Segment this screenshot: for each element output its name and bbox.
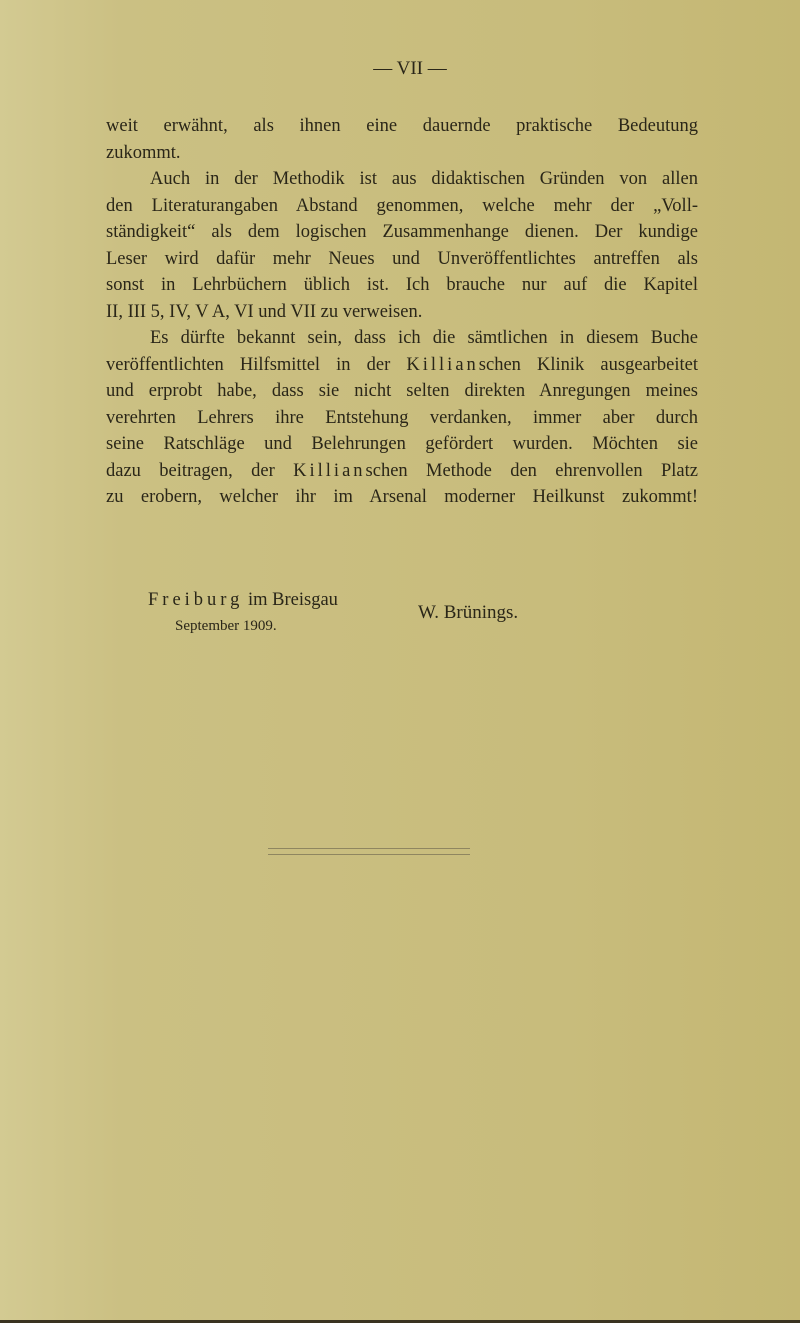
text-line: Auch in der Methodik ist aus didaktischen Gründen von allen — [150, 169, 698, 189]
text-span: dazu beitragen, der — [106, 460, 294, 481]
text-line: Leser wird dafür mehr Neues und Unveröffentlichtes antreffen als — [106, 248, 698, 269]
place-city: Freiburg — [148, 590, 244, 610]
spaced-name: Killian — [293, 460, 366, 481]
text-line: II, III 5, IV, V A, VI und VII zu verweisen. — [106, 301, 423, 322]
body-text — [106, 113, 698, 511]
text-line: seine Ratschläge und Belehrungen gefördert wurden. Möchten sie — [106, 434, 698, 454]
text-line — [106, 458, 698, 485]
text-line: verehrten Lehrers ihre Entstehung verdanken, immer aber durch — [106, 407, 698, 428]
text-line: sonst in Lehrbüchern üblich ist. Ich brauche nur auf die Kapitel — [106, 275, 698, 295]
text-line: und erprobt habe, dass sie nicht selten direkten Anregungen meines — [106, 381, 698, 401]
text-line: zukommt. — [106, 142, 181, 163]
text-line: Es dürfte bekannt sein, dass ich die sämtlichen in diesem Buche — [150, 328, 698, 348]
double-rule-divider — [268, 848, 470, 855]
signature: W. Brünings. — [418, 602, 519, 623]
text-line: ständigkeit“ als dem logischen Zusammenhange dienen. Der kundige — [106, 222, 698, 242]
text-span: schen Klinik ausgearbeitet — [478, 354, 698, 375]
page-number: — VII — — [373, 58, 447, 79]
text-line: weit erwähnt, als ihnen eine dauernde praktische Bedeutung — [106, 116, 698, 136]
spaced-name: Killian — [406, 354, 479, 375]
text-span: veröffentlichten Hilfsmittel in der — [106, 354, 407, 375]
text-line: zu erobern, welcher ihr im Arsenal moderner Heilkunst zukommt! — [106, 487, 698, 507]
place — [148, 590, 338, 611]
date: September 1909. — [175, 618, 277, 634]
text-span: schen Methode den ehrenvollen Platz — [365, 460, 698, 481]
text-line — [106, 352, 698, 379]
text-line: den Literaturangaben Abstand genommen, welche mehr der „Voll- — [106, 195, 698, 216]
place-region: im Breisgau — [243, 590, 338, 610]
